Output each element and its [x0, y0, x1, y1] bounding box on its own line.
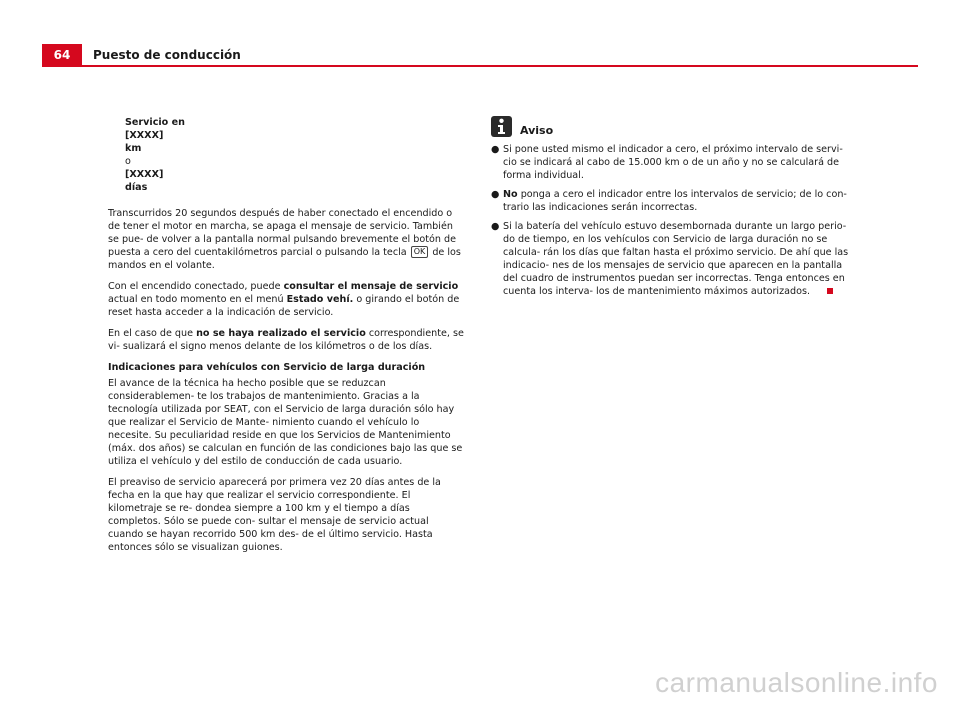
bullet-icon: ●	[491, 144, 500, 155]
display-line: [XXXX]	[125, 169, 164, 180]
service-display-text	[125, 116, 464, 194]
paragraph-service-overdue: En el caso de que no se haya realizado el servicio correspondiente, se vi- sualizará el signo menos delante de los kilómetros o de los días.	[108, 328, 464, 352]
page-number: 64	[42, 44, 82, 66]
ok-key-icon: OK	[411, 246, 429, 258]
left-column	[108, 116, 464, 562]
paragraph-service-timeout: Transcurridos 20 segundos después de haber conectado el encendido o de tener el motor en marcha, se apaga el mensaje de servicio. También se pue- de volver a la pantalla normal pulsando brevemente el botón de puesta a cero del cuentakilómetros parcial o pulsando la tecla OK de los mandos en el volante.	[108, 208, 461, 271]
paragraph-long-life-service: El avance de la técnica ha hecho posible que se reduzcan considerablemen- te los trabajos de mantenimiento. Gracias a la tecnología utilizada por SEAT, con el Servicio de larga duración sólo hay que realizar el Servicio de Mante- nimiento cuando el vehículo lo necesite. Su peculiaridad reside en que los Servicios de Mantenimiento (máx. dos años) se calculan en función de las condiciones bajo las que se utiliza el vehículo y del estilo de conducción de cada usuario.	[108, 378, 463, 467]
chapter-title: Puesto de conducción	[93, 48, 241, 62]
watermark: carmanualsonline.info	[655, 667, 938, 698]
aviso-item: ● Si la batería del vehículo estuvo desembornada durante un largo perio- do de tiempo, en los vehículos con Servicio de larga duración no se calcula- rán los días que faltan hasta el próximo servicio. De ahí que las indicacio- nes de los mensajes de servicio que aparecen en la pantalla del cuadro de instrumentos puedan ser incorrectas. Tenga entonces en cuenta los interva- los de mantenimiento máximos autorizados.	[491, 221, 849, 297]
display-line: o	[125, 156, 131, 167]
header-rule	[42, 65, 918, 67]
aviso-header	[491, 116, 851, 137]
aviso-item: ● No ponga a cero el indicador entre los intervalos de servicio; de lo con- trario las indicaciones serán incorrectas.	[491, 189, 847, 213]
bullet-icon: ●	[491, 221, 500, 232]
display-line: [XXXX]	[125, 130, 164, 141]
info-icon	[491, 116, 512, 137]
end-mark-icon	[827, 288, 833, 294]
section-heading: Indicaciones para vehículos con Servicio de larga duración	[108, 362, 426, 373]
page-header	[0, 0, 960, 70]
aviso-item: ● Si pone usted mismo el indicador a cero, el próximo intervalo de servi- cio se indicará al cabo de 15.000 km o de un año y no se calculará de forma individual.	[491, 144, 843, 181]
paragraph-consult-message: Con el encendido conectado, puede consultar el mensaje de servicio actual en todo momento en el menú Estado vehí. o girando el botón de reset hasta acceder a la indicación de servicio.	[108, 281, 460, 318]
aviso-box	[491, 116, 851, 304]
paragraph-service-notice: El preaviso de servicio aparecerá por primera vez 20 días antes de la fecha en la que hay que realizar el servicio correspondiente. El kilometraje se re- dondea siempre a 100 km y el tiempo a días completos. Sólo se puede con- sultar el mensaje de servicio actual cuando se hayan recorrido 500 km des- de el último servicio. Hasta entonces sólo se visualizan guiones.	[108, 477, 441, 553]
display-line: días	[125, 182, 148, 193]
aviso-title: Aviso	[520, 124, 554, 137]
bullet-icon: ●	[491, 189, 500, 200]
display-line: Servicio en	[125, 117, 185, 128]
display-line: km	[125, 143, 142, 154]
